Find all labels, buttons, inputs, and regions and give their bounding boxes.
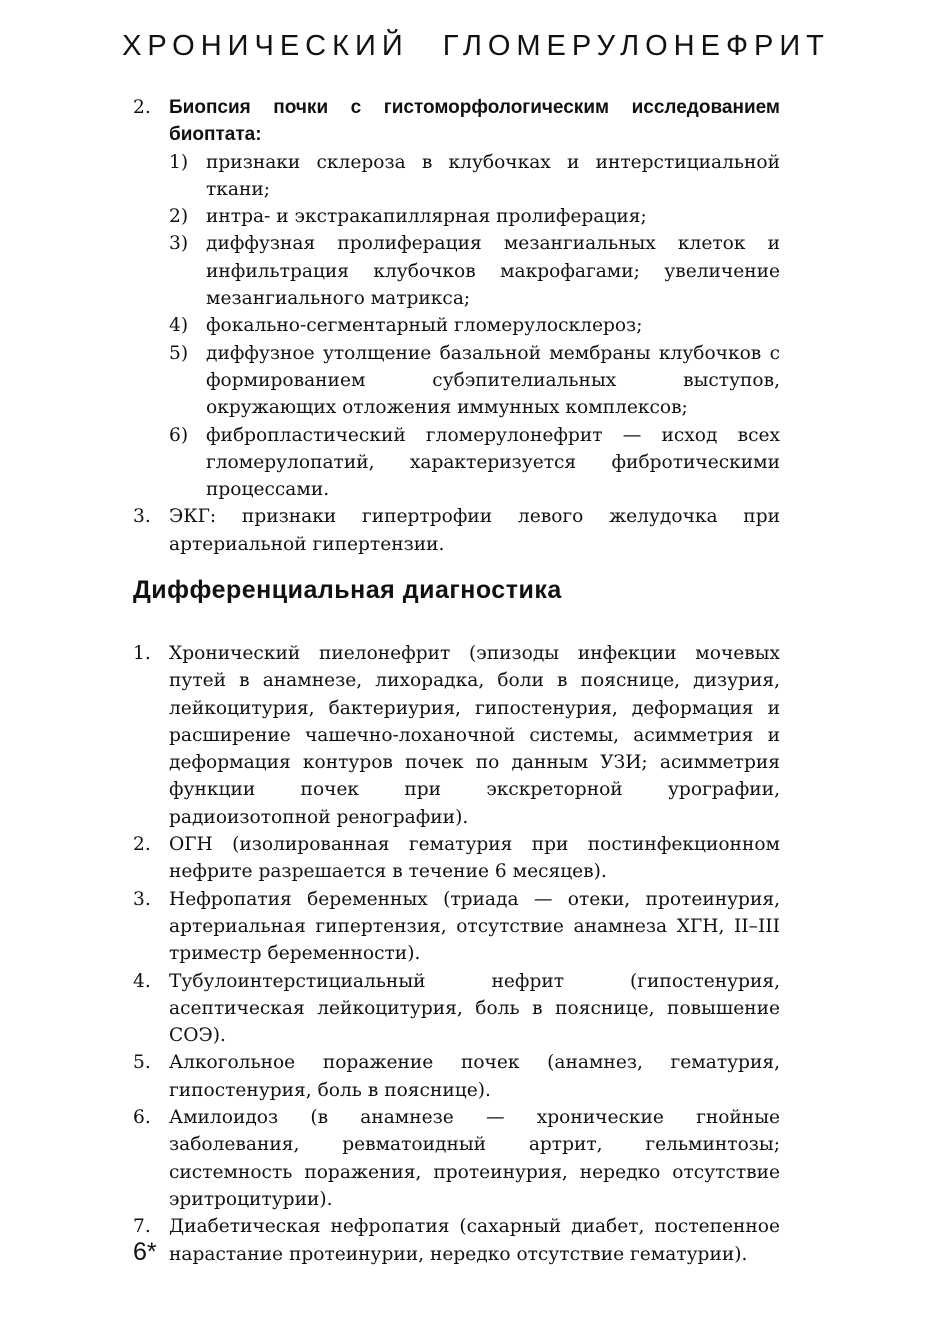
list-item [133, 640, 780, 831]
item-number: 4. [133, 970, 151, 992]
item-text: диффузная пролиферация мезангиальных клеток и инфильтрация клубочков макрофагами; увеличение мезангиального матрикса; [206, 233, 780, 310]
item-text: Амилоидоз (в анамнезе — хронические гнойные заболевания, ревматоидный артрит, гельминтозы; системность поражения, протеинурия, нередко отсутствие эритроцитурии). [169, 1107, 780, 1210]
list-item [133, 1104, 780, 1213]
item-number: 3. [133, 888, 151, 910]
differential-list [133, 640, 780, 1268]
list-item [169, 422, 780, 504]
item-number: 1) [169, 151, 189, 173]
item-number: 7. [133, 1216, 151, 1238]
item-text: Тубулоинтерстициальный нефрит (гипостенурия, асептическая лейкоцитурия, боль в пояснице, повышение СОЭ). [169, 970, 780, 1047]
item-number: 5. [133, 1052, 151, 1074]
item-number: 5) [169, 342, 189, 364]
item-text: признаки склероза в клубочках и интерстициальной ткани; [206, 151, 780, 200]
item-number: 6) [169, 424, 189, 446]
item-text: Хронический пиелонефрит (эпизоды инфекции мочевых путей в анамнезе, лихорадка, боли в пояснице, дизурия, лейкоцитурия, бактериурия, гипостенурия, деформация и расширение чашечно-лоханочной системы, асимметрия и деформация контуров почек по данным УЗИ; асимметрия функции почек при экскреторной урографии, радиоизотопной ренографии). [169, 643, 780, 828]
list-item [169, 312, 780, 339]
list-item [133, 1049, 780, 1104]
list-item [169, 149, 780, 204]
list-item [133, 1213, 780, 1268]
list-item [169, 203, 780, 230]
item-number: 6. [133, 1107, 151, 1129]
item-text: фибропластический гломерулонефрит — исход всех гломерулопатий, характеризуется фибротическими процессами. [206, 424, 780, 501]
item-text: Нефропатия беременных (триада — отеки, протеинурия, артериальная гипертензия, отсутствие анамнеза ХГН, II–III триместр беременности). [169, 888, 780, 965]
item-text: ОГН (изолированная гематурия при постинфекционном нефрите разрешается в течение 6 месяцев). [169, 834, 780, 883]
item-number: 3) [169, 233, 189, 255]
item-text: интра- и экстракапиллярная пролиферация; [206, 206, 647, 228]
item-text: Алкогольное поражение почек (анамнез, гематурия, гипостенурия, боль в пояснице). [169, 1052, 780, 1101]
item-text: диффузное утолщение базальной мембраны клубочков с формированием субэпителиальных выступов, окружающих отложения иммунных комплексов; [206, 342, 780, 419]
list-item [169, 340, 780, 422]
page-number: 6* [133, 1238, 157, 1266]
biopsy-sublist [169, 149, 780, 504]
item-number: 4) [169, 315, 189, 337]
section-heading: Дифференциальная диагностика [133, 576, 562, 604]
biopsy-title: Биопсия почки с гистоморфологическим исследованием биоптата: [169, 97, 780, 146]
item-number: 2. [133, 834, 151, 856]
list-item [133, 886, 780, 968]
list-item [133, 503, 780, 558]
item-text: фокально-сегментарный гломерулосклероз; [206, 315, 643, 337]
item-text: ЭКГ: признаки гипертрофии левого желудочка при артериальной гипертензии. [169, 506, 780, 555]
item-number: 1. [133, 643, 151, 664]
list-item [133, 94, 780, 503]
item-number: 3. [133, 506, 151, 528]
list-item [133, 968, 780, 1050]
running-head: ХРОНИЧЕСКИЙ ГЛОМЕРУЛОНЕФРИТ [122, 30, 830, 62]
item-number: 2. [133, 97, 151, 118]
list-item [133, 831, 780, 886]
item-number: 2) [169, 206, 189, 228]
item-text: Диабетическая нефропатия (сахарный диабет, постепенное нарастание протеинурии, нередко отсутствие гематурии). [169, 1216, 780, 1265]
list-item [169, 230, 780, 312]
diagnostics-list [133, 94, 780, 558]
